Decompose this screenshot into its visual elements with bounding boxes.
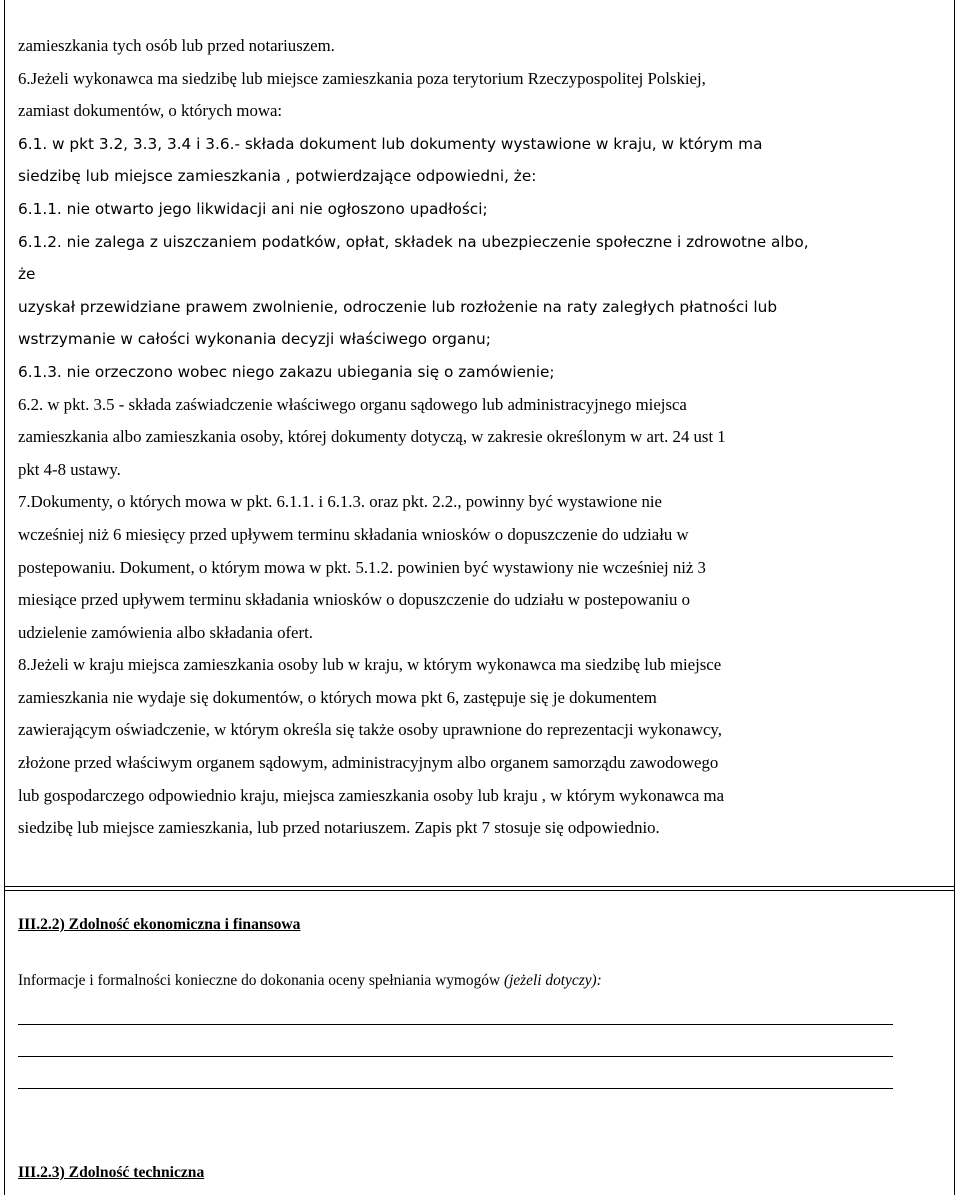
body-line: 6.1.1. nie otwarto jego likwidacji ani nie ogłoszono upadłości; <box>18 199 488 218</box>
body-line: zamieszkania nie wydaje się dokumentów, o których mowa pkt 6, zastępuje się je dokumentem <box>18 687 657 707</box>
info-note: (jeżeli dotyczy): <box>503 972 602 989</box>
body-line: 6.1.3. nie orzeczono wobec niego zakazu ubiegania się o zamówienie; <box>18 362 555 381</box>
blank-answer-line[interactable] <box>18 1088 893 1089</box>
body-line: wcześniej niż 6 miesięcy przed upływem terminu składania wniosków o dopuszczenie do udziału w <box>18 524 689 544</box>
body-line: zamiast dokumentów, o których mowa: <box>18 101 283 121</box>
blank-answer-line[interactable] <box>18 1056 893 1057</box>
body-line: złożone przed właściwym organem sądowym, administracyjnym albo organem samorządu zawodowego <box>18 753 719 773</box>
body-line: 6.1. w pkt 3.2, 3.3, 3.4 i 3.6.- składa dokument lub dokumenty wystawione w kraju, w którym ma <box>18 134 763 153</box>
body-line: zamieszkania tych osób lub przed notariuszem. <box>18 36 335 55</box>
body-line: 6.Jeżeli wykonawca ma siedzibę lub miejsce zamieszkania poza terytorium Rzeczypospolitej Polskiej, <box>18 68 706 88</box>
body-line: zamieszkania albo zamieszkania osoby, której dokumenty dotyczą, w zakresie określonym w art. 24 ust 1 <box>18 427 726 447</box>
body-line: 7.Dokumenty, o których mowa w pkt. 6.1.1. i 6.1.3. oraz pkt. 2.2., powinny być wystawione nie <box>18 492 662 512</box>
body-line: że <box>18 265 36 284</box>
body-line: lub gospodarczego odpowiednio kraju, miejsca zamieszkania osoby lub kraju , w którym wykonawca ma <box>18 785 725 805</box>
body-line: udzielenie zamówienia albo składania ofert. <box>18 622 313 642</box>
body-line: zawierającym oświadczenie, w którym określa się także osoby uprawnione do reprezentacji wykonawcy, <box>18 720 722 740</box>
section-divider <box>4 886 955 887</box>
info-requirements <box>18 972 602 990</box>
body-line: 6.2. w pkt. 3.5 - składa zaświadczenie właściwego organu sądowego lub administracyjnego miejsca <box>18 394 687 414</box>
info-label: Informacje i formalności konieczne do dokonania oceny spełniania wymogów <box>18 972 504 989</box>
body-line: postepowaniu. Dokument, o którym mowa w pkt. 5.1.2. powinien być wystawiony nie wcześniej niż 3 <box>18 557 706 577</box>
body-line: uzyskał przewidziane prawem zwolnienie, odroczenie lub rozłożenie na raty zaległych płatności lub <box>18 297 778 316</box>
body-line: 6.1.2. nie zalega z uiszczaniem podatków, opłat, składek na ubezpieczenie społeczne i zdrowotne albo, <box>18 232 809 251</box>
document-body <box>18 30 943 845</box>
body-line: pkt 4-8 ustawy. <box>18 459 121 479</box>
body-line: siedzibę lub miejsce zamieszkania, lub przed notariuszem. Zapis pkt 7 stosuje się odpowiednio. <box>18 818 660 838</box>
body-line: miesiące przed upływem terminu składania wniosków o dopuszczenie do udziału w postepowaniu o <box>18 590 691 610</box>
section-divider <box>4 890 955 891</box>
body-line: siedzibę lub miejsce zamieszkania , potwierdzające odpowiedni, że: <box>18 167 537 186</box>
body-line: 8.Jeżeli w kraju miejsca zamieszkania osoby lub w kraju, w którym wykonawca ma siedzibę lub miejsce <box>18 655 722 675</box>
section-title-technical-capacity: III.2.3) Zdolność techniczna <box>18 1164 205 1181</box>
body-line: wstrzymanie w całości wykonania decyzji właściwego organu; <box>18 330 491 349</box>
section-title-economic-capacity: III.2.2) Zdolność ekonomiczna i finansowa <box>18 916 301 933</box>
blank-answer-line[interactable] <box>18 1024 893 1025</box>
